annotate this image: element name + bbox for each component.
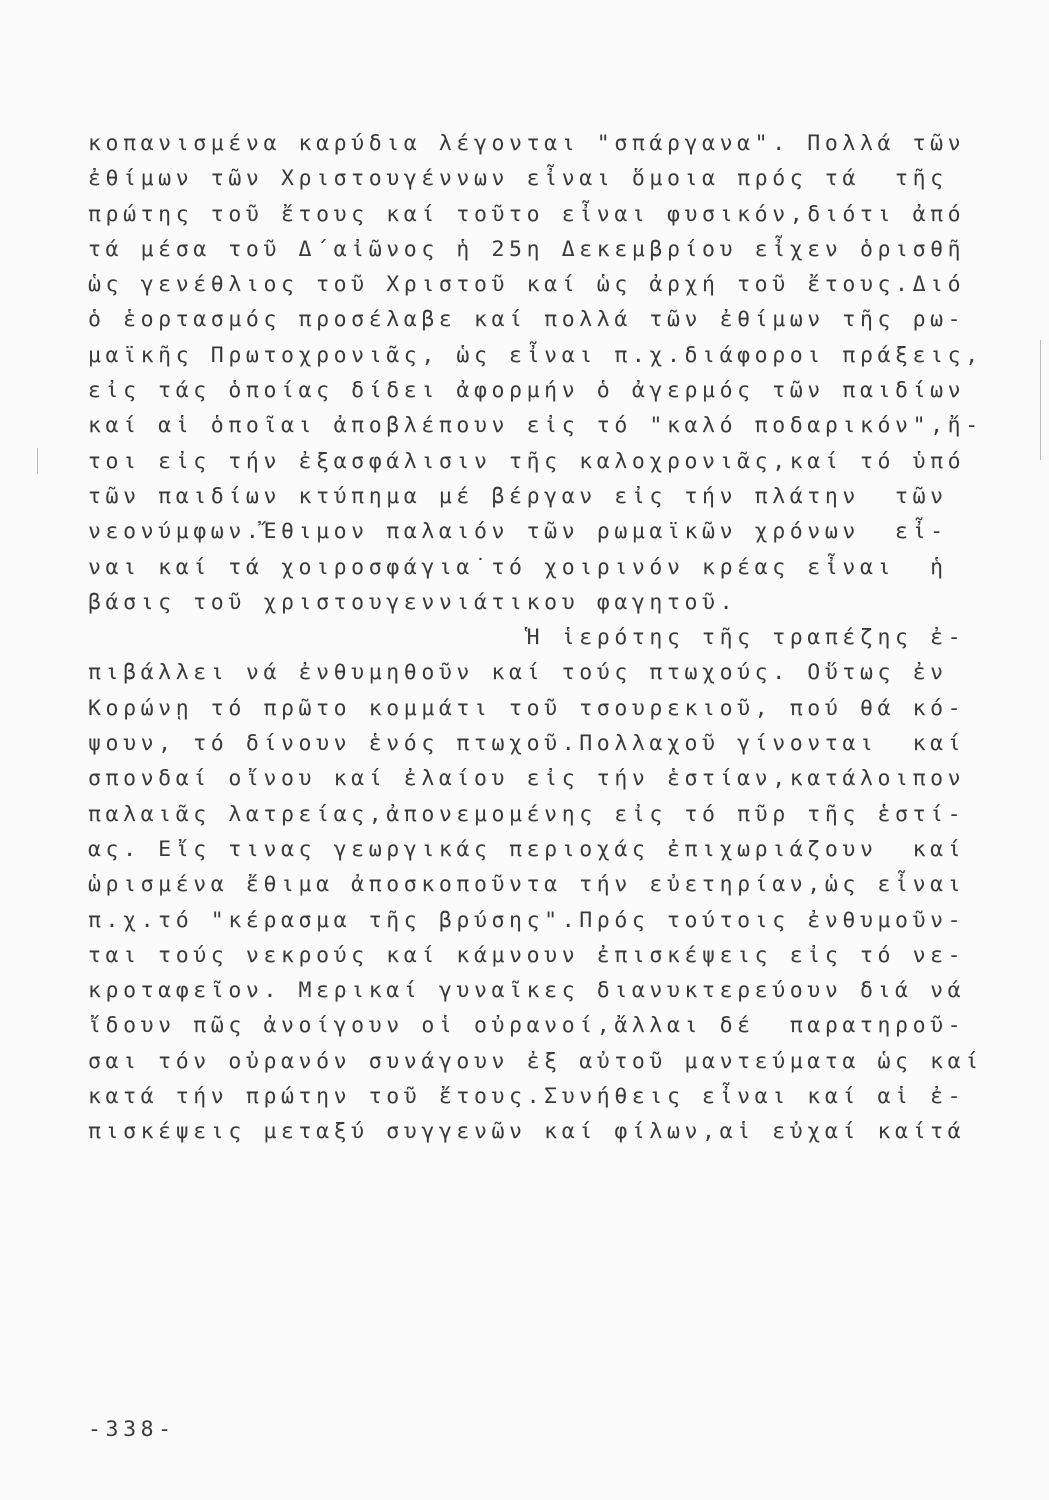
text-line: π.χ.τό "κέρασμα τῆς βρύσης".Πρός τούτοις ἐνθυμοῦν- (88, 907, 966, 933)
page-number: -338- (88, 1417, 176, 1442)
text-line: Ἡ ἱερότης τῆς τραπέζης ἐ- (88, 625, 966, 651)
text-line: ἴδουν πῶς ἀνοίγουν οἱ οὐρανοί,ἄλλαι δέ παρατηροῦ- (88, 1013, 966, 1039)
text-line: σπονδαί οἴνου καί ἐλαίου εἰς τήν ἑστίαν,κατάλοιπον (88, 766, 966, 792)
text-line: τῶν παιδίων κτύπημα μέ βέργαν εἰς τήν πλάτην τῶν (88, 483, 948, 509)
text-line: ψουν, τό δίνουν ἑνός πτωχοῦ.Πολλαχοῦ γίνονται καί (88, 731, 966, 757)
text-line: τά μέσα τοῦ Δ΄αἰῶνος ἡ 25η Δεκεμβρίου εἶχεν ὁρισθῆ (88, 236, 966, 262)
body-text (88, 126, 983, 1150)
text-line: ἐθίμων τῶν Χριστουγέννων εἶναι ὅμοια πρός τά τῆς (88, 166, 948, 192)
text-line: ναι καί τά χοιροσφάγια˙τό χοιρινόν κρέας εἶναι ἡ (88, 554, 948, 580)
text-line: ας. Εἴς τινας γεωργικάς περιοχάς ἐπιχωριάζουν καί (88, 836, 966, 862)
text-line: πισκέψεις μεταξύ συγγενῶν καί φίλων,αἱ εὐχαί καίτά (88, 1119, 966, 1145)
text-line: σαι τόν οὐρανόν συνάγουν ἐξ αὐτοῦ μαντεύματα ὡς καί (88, 1048, 983, 1074)
margin-mark-right (1040, 340, 1041, 460)
text-line: νεονύμφων.Ἔθιμον παλαιόν τῶν ρωμαϊκῶν χρόνων εἶ- (88, 519, 948, 545)
text-line: κατά τήν πρώτην τοῦ ἔτους.Συνήθεις εἶναι καί αἱ ἐ- (88, 1084, 966, 1110)
text-line: μαϊκῆς Πρωτοχρονιᾶς, ὡς εἶναι π.χ.διάφοροι πράξεις, (88, 342, 983, 368)
text-line: παλαιᾶς λατρείας,ἀπονεμομένης εἰς τό πῦρ τῆς ἑστί- (88, 801, 966, 827)
text-line: εἰς τάς ὁποίας δίδει ἀφορμήν ὁ ἀγερμός τῶν παιδίων (88, 378, 966, 404)
text-line: ὡς γενέθλιος τοῦ Χριστοῦ καί ὡς ἀρχή τοῦ ἔτους.Διό (88, 272, 966, 298)
text-line: βάσις τοῦ χριστουγεννιάτικου φαγητοῦ. (88, 589, 738, 615)
margin-mark-left (37, 448, 38, 474)
text-line: πιβάλλει νά ἐνθυμηθοῦν καί τούς πτωχούς. Οὕτως ἐν (88, 660, 948, 686)
text-line: Κορώνῃ τό πρῶτο κομμάτι τοῦ τσουρεκιοῦ, πού θά κό- (88, 695, 966, 721)
text-line: τοι εἰς τήν ἐξασφάλισιν τῆς καλοχρονιᾶς,καί τό ὑπό (88, 448, 966, 474)
text-line: ὡρισμένα ἔθιμα ἀποσκοποῦντα τήν εὐετηρίαν,ὡς εἶναι (88, 872, 966, 898)
text-line: ται τούς νεκρούς καί κάμνουν ἐπισκέψεις εἰς τό νε- (88, 942, 966, 968)
text-line: πρώτης τοῦ ἔτους καί τοῦτο εἶναι φυσικόν,διότι ἀπό (88, 201, 966, 227)
text-line: ὁ ἑορτασμός προσέλαβε καί πολλά τῶν ἐθίμων τῆς ρω- (88, 307, 966, 333)
text-line: κροταφεῖον. Μερικαί γυναῖκες διανυκτερεύουν διά νά (88, 978, 966, 1004)
text-line: καί αἱ ὁποῖαι ἀποβλέπουν εἰς τό "καλό ποδαρικόν",ἤ- (88, 413, 983, 439)
text-line: κοπανισμένα καρύδια λέγονται "σπάργανα". Πολλά τῶν (88, 131, 966, 156)
